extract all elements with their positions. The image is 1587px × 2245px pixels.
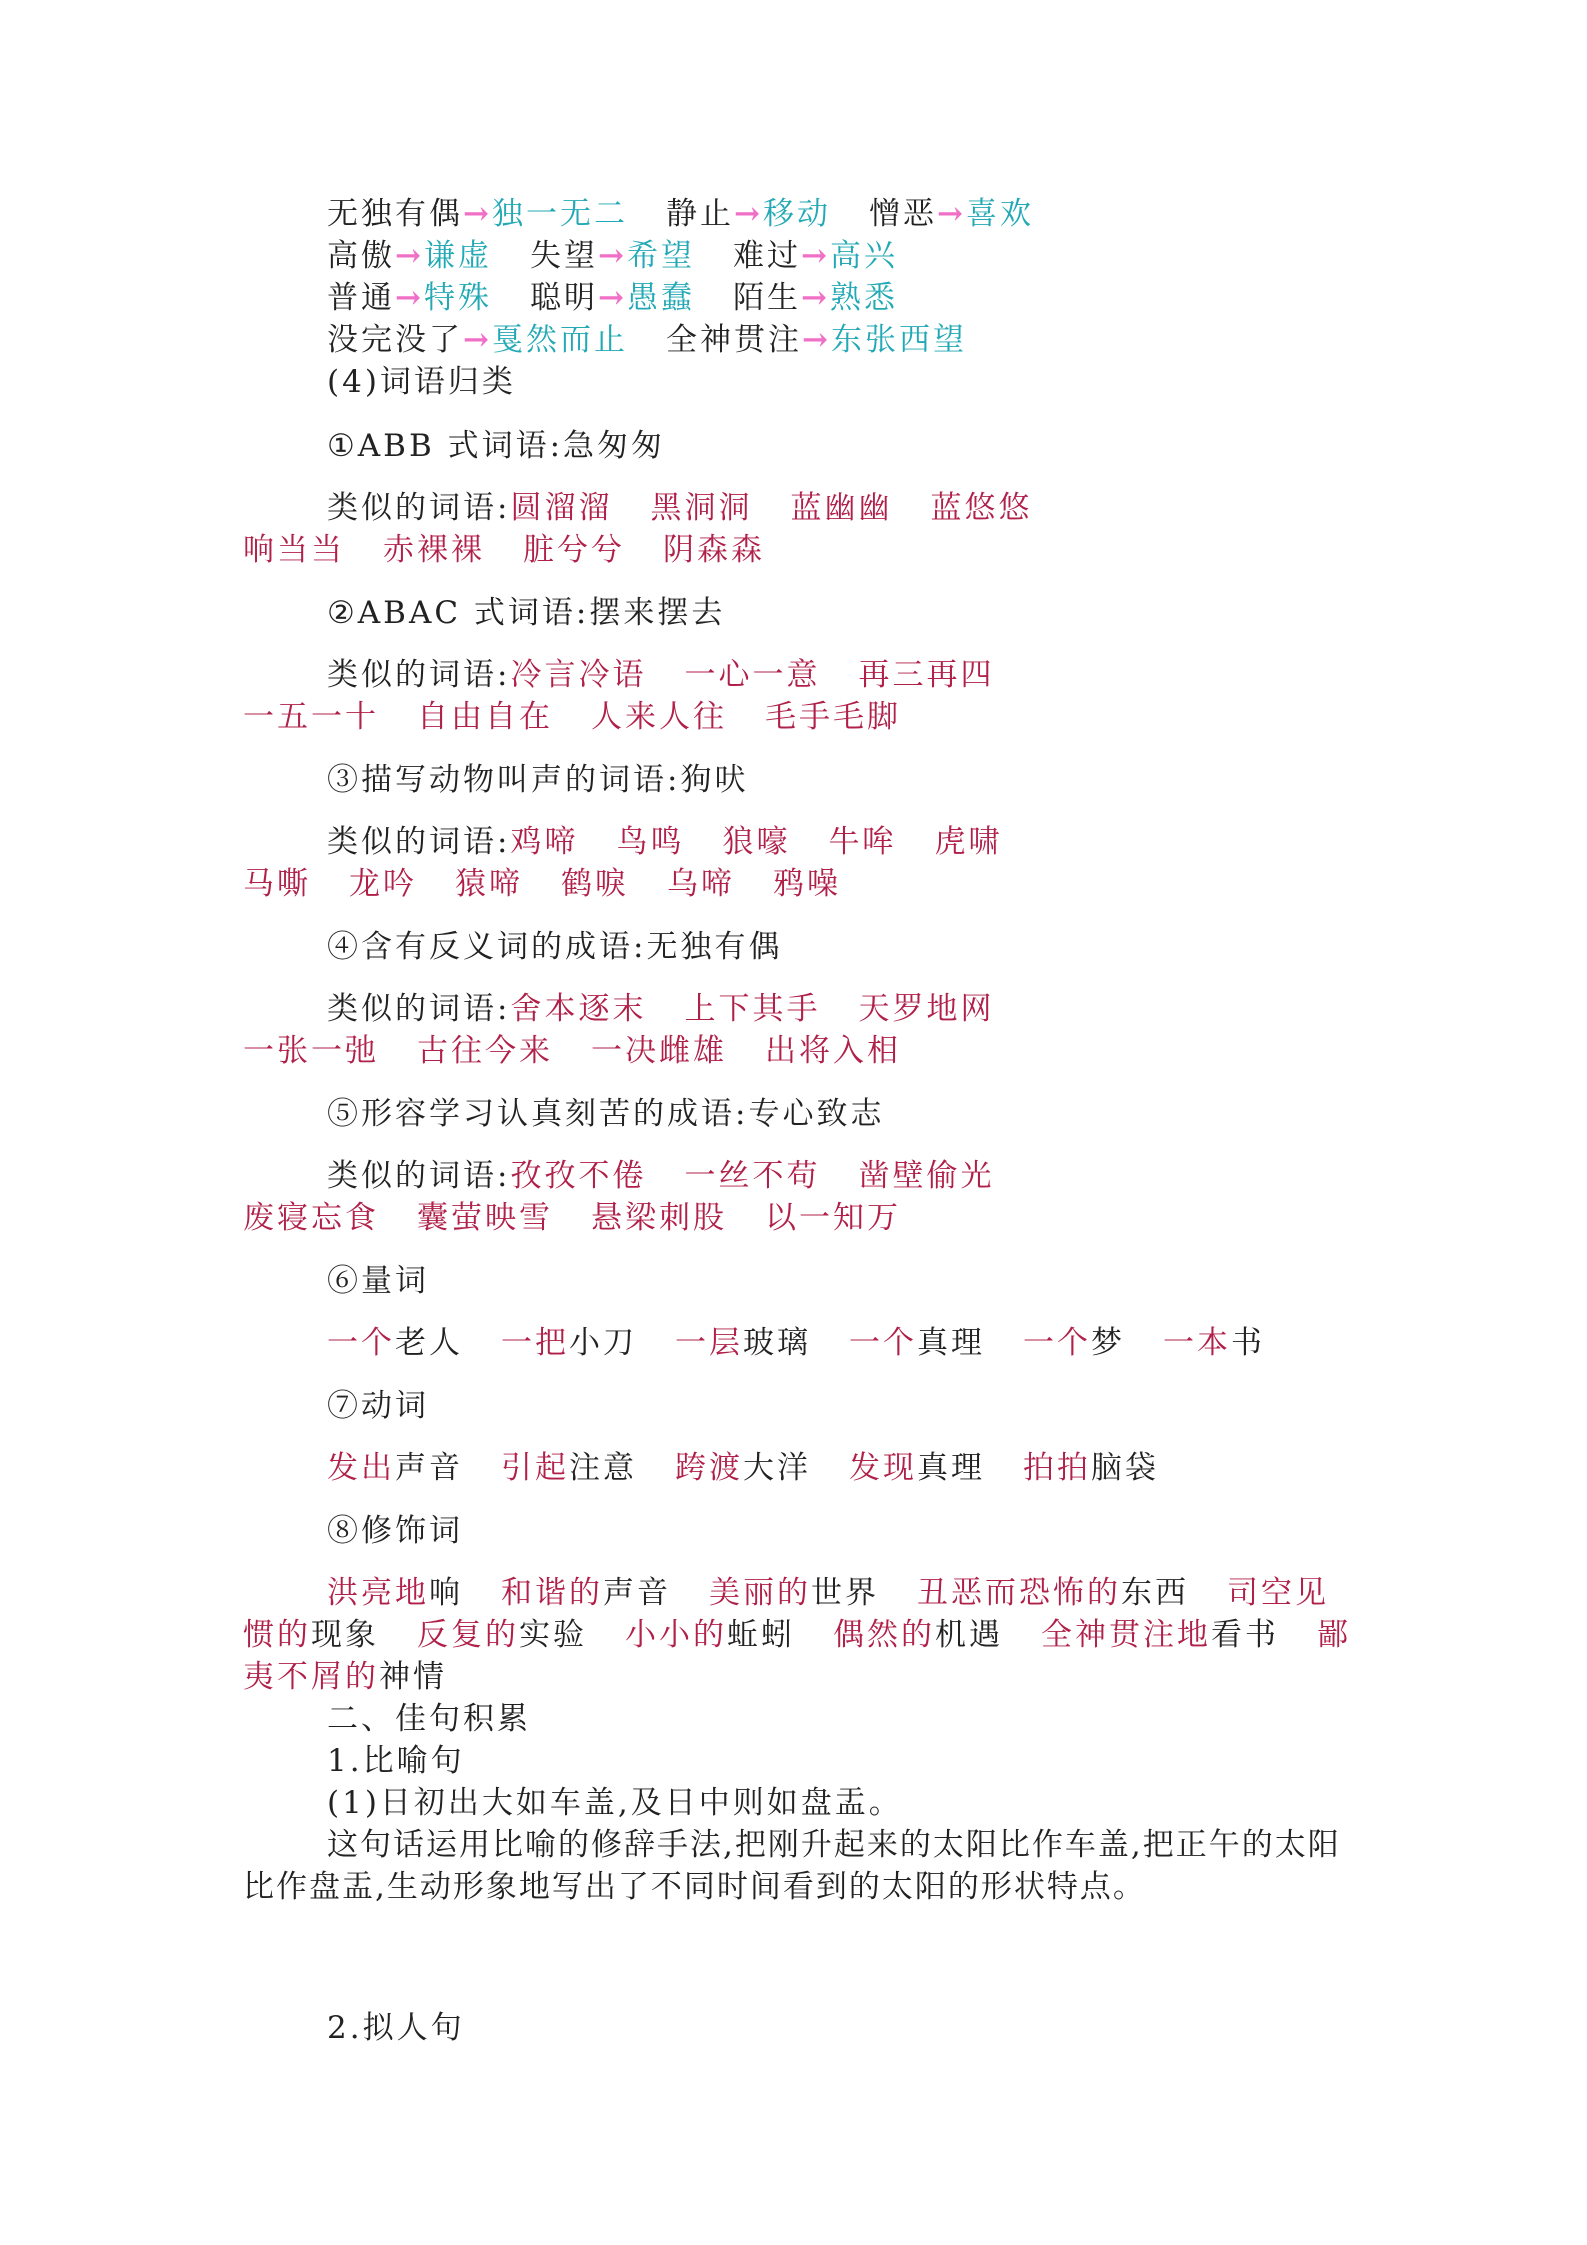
phrase-rest: 声音 [395,1450,463,1486]
antonym-pair [733,238,898,274]
phrase-rest: 机遇 [935,1617,1003,1653]
arrow-icon: → [801,322,831,358]
antonym-row-1 [327,193,1357,235]
phrase-highlight: 洪亮地 [327,1575,429,1611]
similar-word: 赤裸裸 [383,532,485,568]
phrase-rest: 玻璃 [743,1325,811,1361]
similar-first [327,490,612,526]
similar-word: 圆溜溜 [510,490,613,526]
metaphor-explanation: 这句话运用比喻的修辞手法,把刚升起来的太阳比作车盖,把正午的太阳比作盘盂,生动形象地写出了不同时间看到的太阳的形状特点。 [243,1827,1341,1905]
phrase-highlight: 一把 [501,1325,569,1361]
phrase-highlight: 拍拍 [1023,1450,1091,1486]
similar-label: 类似的词语: [327,490,511,526]
similar-word: 马嘶 [243,866,311,902]
word: 无独有偶 [327,196,463,232]
similar-word: 一丝不苟 [684,1158,821,1194]
word: 憎恶 [868,196,937,232]
similar-word: 一决雌雄 [591,1033,727,1069]
antonym-pair [869,196,1034,232]
similar-word: 孜孜不倦 [510,1158,647,1194]
word: 静止 [665,196,734,232]
similar-word: 牛哞 [828,824,897,860]
phrase [709,1575,879,1611]
word: 聪明 [529,280,598,316]
phrase [917,1575,1189,1611]
similar-word: 鸡啼 [510,824,579,860]
similar-word: 鸟鸣 [616,824,685,860]
antonym-word: 愚蠢 [626,280,695,316]
similar-word: 鸦噪 [773,866,841,902]
phrase-rest: 老人 [395,1325,463,1361]
category-1-similar-line-2 [243,529,1357,571]
phrase-highlight: 一本 [1163,1325,1231,1361]
antonym-word: 喜欢 [965,196,1034,232]
antonym-word: 希望 [626,238,695,274]
personification-title: 2.拟人句 [327,2010,465,2046]
similar-word: 天罗地网 [858,991,995,1027]
antonym-word: 高兴 [829,238,898,274]
similar-word: 猿啼 [455,866,523,902]
category-6-title: ⑥量词 [327,1263,429,1299]
similar-word: 响当当 [243,532,345,568]
phrase-highlight: 一个 [327,1325,395,1361]
phrase-rest: 东西 [1121,1575,1189,1611]
phrase [675,1325,811,1361]
antonym-word: 戛然而止 [491,322,628,358]
phrase-rest: 梦 [1091,1325,1125,1361]
phrase-highlight: 鄙夷不屑的 [243,1617,1351,1695]
antonym-pair [666,322,967,358]
phrase-highlight: 一个 [1023,1325,1091,1361]
arrow-icon: → [800,238,830,274]
metaphor-sentence: (1)日初出大如车盖,及日中则如盘盂。 [327,1785,903,1821]
category-8-title: ⑧修饰词 [327,1513,463,1549]
similar-word: 以一知万 [765,1200,901,1236]
similar-word: 龙吟 [349,866,417,902]
category-2-similar-line-1 [327,654,1357,696]
similar-word: 阴森森 [663,532,765,568]
arrow-icon: → [733,196,763,232]
part-2-title: 二、佳句积累 [327,1701,531,1737]
phrase-highlight: 发出 [327,1450,395,1486]
antonym-pair [327,196,628,232]
similar-first [327,657,646,693]
antonym-word: 熟悉 [829,280,898,316]
similar-word: 再三再四 [858,657,995,693]
phrase-rest: 脑袋 [1091,1450,1159,1486]
phrase-rest: 大洋 [743,1450,811,1486]
phrase-rest: 真理 [917,1450,985,1486]
phrase-highlight: 跨渡 [675,1450,743,1486]
category-3-title: ③描写动物叫声的词语:狗吠 [327,762,749,798]
phrase [501,1450,637,1486]
arrow-icon: → [395,280,424,316]
phrase [501,1575,671,1611]
similar-word: 凿壁偷光 [858,1158,995,1194]
phrase-highlight: 美丽的 [709,1575,811,1611]
arrow-icon: → [936,196,966,232]
metaphor-title: 1.比喻句 [327,1743,465,1779]
category-1-similar-line-1 [327,487,1357,529]
similar-word: 脏兮兮 [523,532,625,568]
phrase-highlight: 丑恶而恐怖的 [917,1575,1121,1611]
phrase [327,1325,463,1361]
phrase-highlight: 司空见惯的 [243,1575,1329,1653]
antonym-word: 移动 [762,196,831,232]
category-4-similar-line-1 [327,988,1357,1030]
phrase [1163,1325,1265,1361]
phrase-highlight: 全神贯注地 [1041,1617,1211,1653]
antonym-row-4 [327,319,1357,361]
similar-word: 一心一意 [684,657,821,693]
antonym-word: 特殊 [423,280,492,316]
similar-word: 出将入相 [765,1033,901,1069]
similar-word: 蓝幽幽 [790,490,893,526]
category-3-similar-line-1 [327,821,1357,863]
arrow-icon: → [463,322,492,358]
similar-word: 自由自在 [417,699,553,735]
phrase-rest: 书 [1231,1325,1265,1361]
similar-word: 虎啸 [934,824,1003,860]
phrase-highlight: 偶然的 [833,1617,935,1653]
similar-label: 类似的词语: [327,1158,511,1194]
antonym-row-3 [327,277,1357,319]
similar-word: 舍本逐末 [510,991,647,1027]
similar-word: 毛手毛脚 [765,699,901,735]
phrase-highlight: 发现 [849,1450,917,1486]
similar-label: 类似的词语: [327,991,511,1027]
word: 普通 [327,280,395,316]
phrase-rest: 实验 [519,1617,587,1653]
category-4-similar-line-2 [243,1030,1357,1072]
similar-word: 废寝忘食 [243,1200,379,1236]
word: 陌生 [732,280,801,316]
category-5-title: ⑤形容学习认真刻苦的成语:专心致志 [327,1096,885,1132]
antonym-word: 东张西望 [830,322,967,358]
antonym-word: 谦虚 [423,238,492,274]
phrase [675,1450,811,1486]
phrase-rest: 蚯蚓 [727,1617,795,1653]
category-2-similar-line-2 [243,696,1357,738]
arrow-icon: → [395,238,424,274]
category-5-similar-line-2 [243,1197,1357,1239]
arrow-icon: → [463,196,492,232]
antonym-pair [327,322,628,358]
similar-word: 黑洞洞 [650,490,753,526]
phrase-rest: 响 [429,1575,463,1611]
similar-word: 囊萤映雪 [417,1200,553,1236]
antonym-pair [530,238,695,274]
phrase-rest: 小刀 [569,1325,637,1361]
phrase-rest: 注意 [569,1450,637,1486]
phrase-rest: 声音 [603,1575,671,1611]
arrow-icon: → [597,280,627,316]
antonym-row-2 [327,235,1357,277]
phrase [327,1450,463,1486]
phrase-highlight: 引起 [501,1450,569,1486]
antonym-pair [327,238,492,274]
phrase-rest: 看书 [1211,1617,1279,1653]
similar-label: 类似的词语: [327,657,511,693]
phrase-highlight: 和谐的 [501,1575,603,1611]
similar-word: 鹤唳 [561,866,629,902]
phrase-highlight: 一个 [849,1325,917,1361]
phrase [417,1617,587,1653]
phrase [501,1325,637,1361]
similar-word: 悬梁刺股 [591,1200,727,1236]
category-7-title: ⑦动词 [327,1388,429,1424]
arrow-icon: → [597,238,627,274]
phrase-highlight: 反复的 [417,1617,519,1653]
word: 没完没了 [327,322,463,358]
similar-word: 乌啼 [667,866,735,902]
arrow-icon: → [800,280,830,316]
similar-word: 上下其手 [684,991,821,1027]
category-5-similar-line-1 [327,1155,1357,1197]
category-4-title: ④含有反义词的成语:无独有偶 [327,929,783,965]
phrase-highlight: 小小的 [625,1617,727,1653]
phrase-rest: 世界 [811,1575,879,1611]
similar-word: 人来人往 [591,699,727,735]
word: 高傲 [327,238,395,274]
antonym-pair [733,280,898,316]
word: 难过 [732,238,801,274]
phrase [327,1575,463,1611]
similar-word: 蓝悠悠 [930,490,1033,526]
phrase-rest: 神情 [379,1659,447,1695]
phrase [833,1617,1003,1653]
category-3-similar-line-2 [243,863,1357,905]
category-1-title: ①ABB 式词语:急匆匆 [327,428,666,464]
verb-list [327,1447,1357,1489]
phrase [1023,1450,1159,1486]
phrase [849,1450,985,1486]
similar-word: 古往今来 [417,1033,553,1069]
similar-first [327,1158,646,1194]
phrase-highlight: 一层 [675,1325,743,1361]
similar-first [327,991,646,1027]
similar-word: 一五一十 [243,699,379,735]
phrase [1041,1617,1279,1653]
antonym-pair [327,280,492,316]
word: 失望 [529,238,598,274]
antonym-pair [666,196,831,232]
phrase-rest: 现象 [311,1617,379,1653]
phrase [625,1617,795,1653]
similar-word: 一张一弛 [243,1033,379,1069]
phrase-rest: 真理 [917,1325,985,1361]
measure-word-list [327,1322,1357,1364]
similar-label: 类似的词语: [327,824,511,860]
modifier-list [243,1572,1357,1698]
phrase [849,1325,985,1361]
antonym-pair [530,280,695,316]
similar-word: 狼嚎 [722,824,791,860]
similar-word: 冷言冷语 [510,657,647,693]
section-4-title: (4)词语归类 [327,364,516,400]
word: 全神贯注 [665,322,802,358]
phrase [1023,1325,1125,1361]
antonym-word: 独一无二 [491,196,628,232]
category-2-title: ②ABAC 式词语:摆来摆去 [327,595,726,631]
similar-first [327,824,578,860]
